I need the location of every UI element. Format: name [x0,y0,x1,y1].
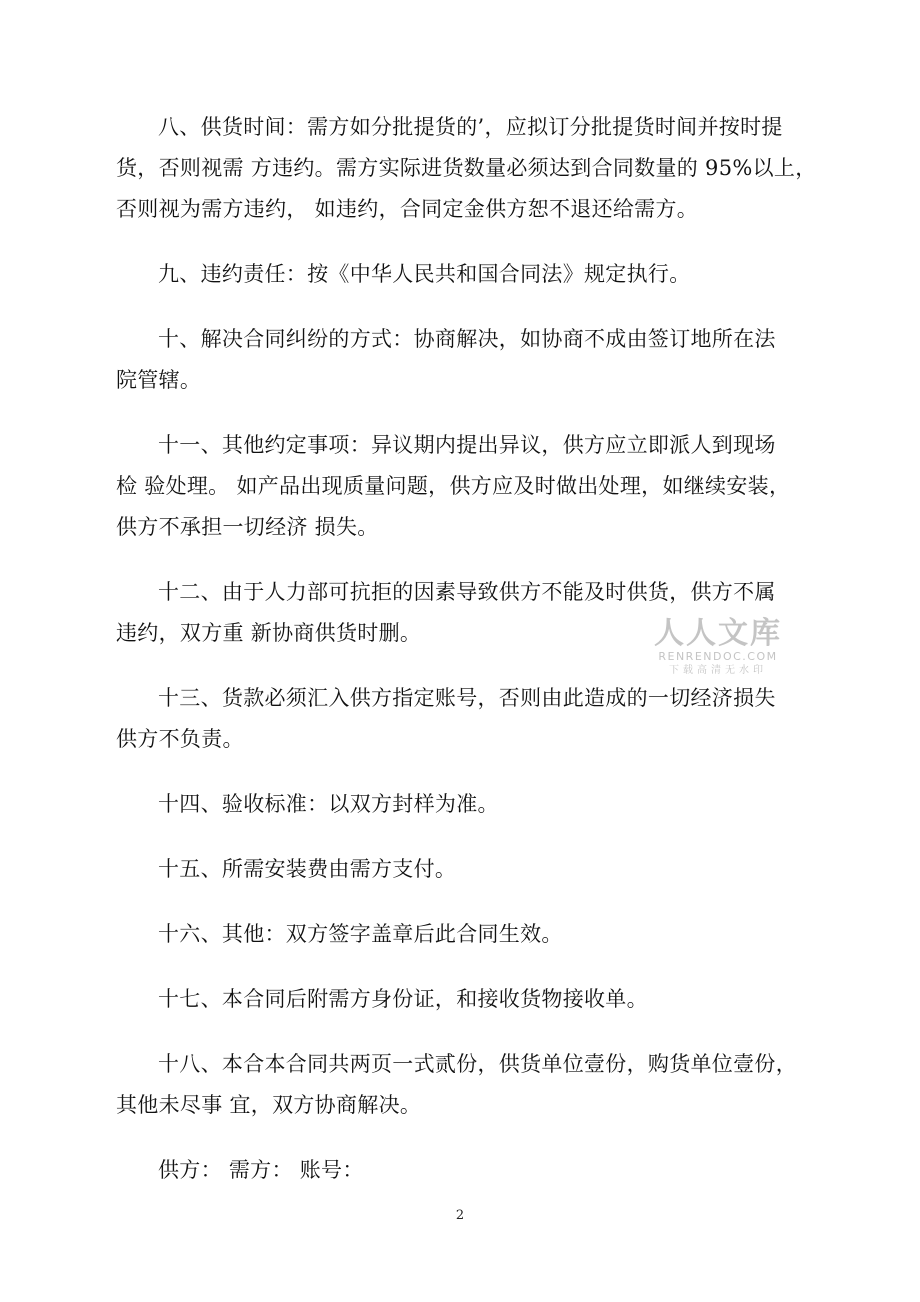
clause-8-delivery-time [116,107,817,230]
text-line: 检 验处理。 如产品出现质量问题，供方应及时做出处理，如继续安装， [116,474,791,498]
text-line: 院管辖。 [116,368,202,392]
text-line: 十八、本合本合同共两页一式贰份，供货单位壹份，购货单位壹份， [158,1052,797,1076]
text-line: 十二、由于人力部可抗拒的因素导致供方不能及时供货，供方不属 [158,580,776,604]
text-line: 供方不负责。 [116,727,244,751]
text-line: 十四、验收标准：以双方封样为准。 [158,792,499,816]
clause-15-installation-fee [116,849,806,890]
clause-11-other-terms [116,425,806,548]
text-line: 十三、货款必须汇入供方指定账号，否则由此造成的一切经济损失 [158,686,776,710]
text-line: 其他未尽事 宜，双方协商解决。 [116,1093,422,1117]
clause-14-acceptance [116,784,806,825]
text-line: 十六、其他：双方签字盖章后此合同生效。 [158,922,563,946]
text-line: 供方不承担一切经济 损失。 [116,515,379,539]
watermark-logo [648,618,788,677]
text-line: 十七、本合同后附需方身份证，和接收货物接收单。 [158,987,648,1011]
text-line: 十一、其他约定事项：异议期内提出异议，供方应立即派人到现场 [158,433,776,457]
watermark-subtitle: 下载高清无水印 [669,665,767,676]
text-line: 十五、所需安装费由需方支付。 [158,857,457,881]
page-number: 2 [455,1208,465,1223]
clause-9-liability [116,254,806,295]
clause-16-effectiveness [116,914,806,955]
watermark-url: RENRENDOC.COM [658,650,778,663]
clause-18-copies [116,1044,806,1126]
text-line: 货，否则视需 方违约。需方实际进货数量必须达到合同数量的 95%以上， [116,156,817,180]
text-line: 否则视为需方违约， 如违约，合同定金供方恕不退还给需方。 [116,197,699,221]
signature-line [116,1150,806,1191]
text-line: 十、解决合同纠纷的方式：协商解决，如协商不成由签订地所在法 [158,327,776,351]
clause-10-disputes [116,319,806,401]
clause-13-payment [116,678,806,760]
text-line: 供方： 需方： 账号： [158,1158,364,1182]
watermark-title: 人人文库 [654,616,782,651]
text-line: 八、供货时间：需方如分批提货的’，应拟订分批提货时间并按时提 [158,115,783,139]
clause-17-attachments [116,979,806,1020]
text-line: 违约，双方重 新协商供货时删。 [116,621,422,645]
text-line: 九、违约责任：按《中华人民共和国合同法》规定执行。 [158,262,691,286]
